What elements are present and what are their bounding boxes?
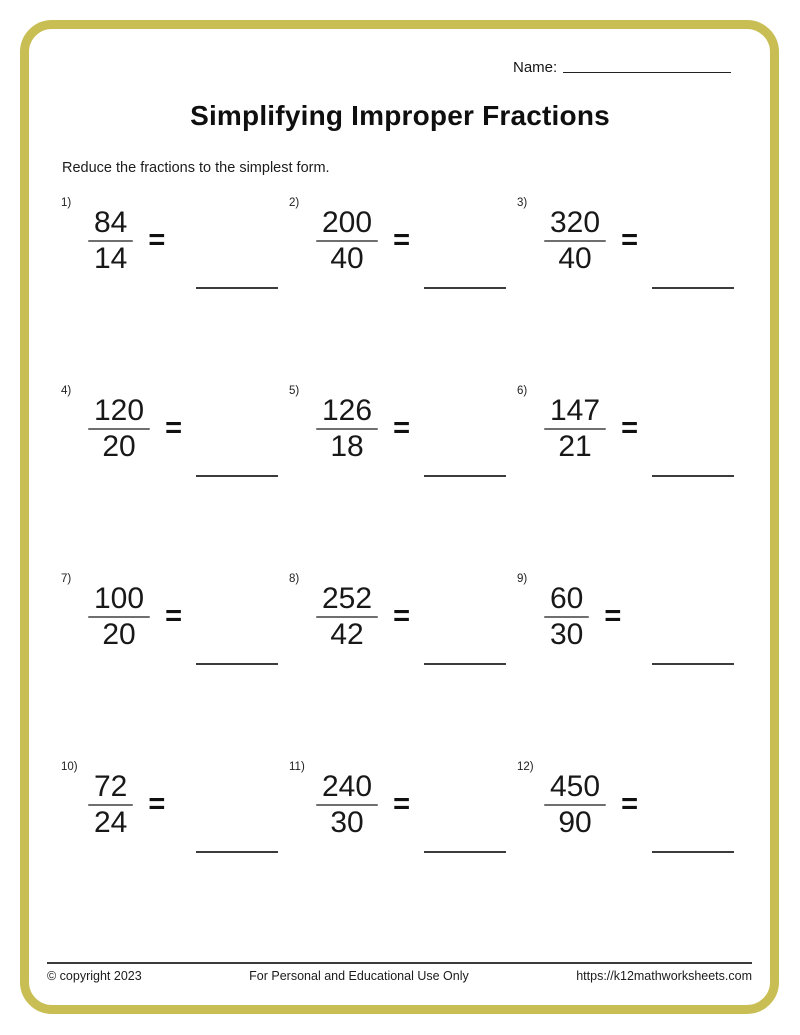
fraction-expression	[316, 582, 410, 651]
problem-number-label: 3)	[517, 197, 528, 209]
answer-blank[interactable]	[196, 475, 278, 477]
problem-number-label: 4)	[61, 385, 72, 397]
fraction-expression	[544, 206, 638, 275]
fraction	[544, 394, 606, 463]
fraction-numerator: 200	[322, 206, 373, 239]
fraction-denominator: 90	[558, 805, 592, 839]
answer-blank[interactable]	[652, 287, 734, 289]
equals-sign: =	[165, 412, 182, 445]
fraction	[544, 770, 606, 839]
fraction-numerator: 84	[94, 206, 128, 239]
problem-number-label: 5)	[289, 385, 300, 397]
equals-sign: =	[393, 412, 410, 445]
fraction	[544, 206, 606, 275]
problem-number-label: 2)	[289, 197, 300, 209]
fraction-denominator: 18	[330, 429, 364, 463]
problem-number-label: 12)	[517, 761, 534, 773]
equals-sign: =	[621, 224, 638, 257]
answer-blank[interactable]	[652, 851, 734, 853]
equals-sign: =	[148, 788, 166, 821]
problem-1	[60, 196, 288, 384]
footer-usage-note: For Personal and Educational Use Only	[249, 969, 469, 983]
problem-11	[288, 760, 516, 948]
problem-2	[288, 196, 516, 384]
fraction-numerator: 320	[550, 206, 601, 239]
problem-number-label: 10)	[61, 761, 78, 773]
fraction-expression	[88, 206, 165, 275]
equals-sign: =	[621, 412, 638, 445]
answer-blank[interactable]	[424, 475, 506, 477]
problem-3	[516, 196, 744, 384]
fraction-expression	[544, 394, 638, 463]
fraction-denominator: 40	[330, 241, 364, 275]
fraction	[544, 582, 589, 651]
problem-6	[516, 384, 744, 572]
answer-blank[interactable]	[424, 287, 506, 289]
fraction-numerator: 120	[94, 394, 145, 427]
fraction-expression	[88, 394, 182, 463]
fraction-denominator: 24	[94, 805, 128, 839]
name-blank-line[interactable]	[563, 72, 731, 73]
page-title: Simplifying Improper Fractions	[190, 100, 610, 131]
fraction-numerator: 72	[94, 770, 128, 803]
answer-blank[interactable]	[196, 663, 278, 665]
equals-sign: =	[148, 224, 166, 257]
fraction-denominator: 20	[102, 617, 136, 651]
footer-copyright: © copyright 2023	[47, 969, 142, 983]
fraction-denominator: 20	[102, 429, 136, 463]
fraction	[88, 582, 150, 651]
problem-12	[516, 760, 744, 948]
problems-grid	[60, 196, 744, 948]
fraction-expression	[316, 394, 410, 463]
problem-number-label: 7)	[61, 573, 72, 585]
problem-5	[288, 384, 516, 572]
equals-sign: =	[604, 600, 622, 633]
fraction	[88, 206, 133, 275]
equals-sign: =	[393, 224, 410, 257]
fraction-expression	[544, 582, 621, 651]
fraction	[316, 770, 378, 839]
fraction-expression	[316, 770, 410, 839]
answer-blank[interactable]	[652, 663, 734, 665]
name-row	[513, 59, 731, 76]
fraction-numerator: 147	[550, 394, 601, 427]
problem-number-label: 9)	[517, 573, 528, 585]
fraction-numerator: 450	[550, 770, 601, 803]
equals-sign: =	[621, 788, 638, 821]
equals-sign: =	[165, 600, 182, 633]
problem-number-label: 1)	[61, 197, 72, 209]
fraction-numerator: 60	[550, 582, 584, 615]
problem-number-label: 6)	[517, 385, 528, 397]
fraction-numerator: 252	[322, 582, 373, 615]
problem-10	[60, 760, 288, 948]
fraction-denominator: 21	[558, 429, 592, 463]
fraction-expression	[88, 582, 182, 651]
fraction-denominator: 30	[550, 617, 584, 651]
equals-sign: =	[393, 788, 410, 821]
fraction-denominator: 30	[330, 805, 364, 839]
fraction-denominator: 42	[330, 617, 364, 651]
problem-9	[516, 572, 744, 760]
fraction	[316, 394, 378, 463]
fraction-expression	[316, 206, 410, 275]
footer	[47, 969, 752, 983]
problem-8	[288, 572, 516, 760]
footer-divider	[47, 962, 752, 964]
problem-number-label: 11)	[289, 761, 305, 773]
fraction	[316, 206, 378, 275]
fraction	[88, 394, 150, 463]
problem-number-label: 8)	[289, 573, 300, 585]
fraction-expression	[88, 770, 165, 839]
answer-blank[interactable]	[424, 663, 506, 665]
answer-blank[interactable]	[196, 287, 278, 289]
instruction-text: Reduce the fractions to the simplest form.	[62, 160, 330, 176]
fraction	[88, 770, 133, 839]
equals-sign: =	[393, 600, 410, 633]
fraction-denominator: 40	[558, 241, 592, 275]
fraction-numerator: 100	[94, 582, 145, 615]
name-label: Name:	[513, 59, 558, 76]
answer-blank[interactable]	[652, 475, 734, 477]
footer-url[interactable]: https://k12mathworksheets.com	[576, 969, 752, 983]
answer-blank[interactable]	[424, 851, 506, 853]
problem-7	[60, 572, 288, 760]
answer-blank[interactable]	[196, 851, 278, 853]
fraction-denominator: 14	[94, 241, 128, 275]
problem-4	[60, 384, 288, 572]
fraction-expression	[544, 770, 638, 839]
fraction-numerator: 240	[322, 770, 373, 803]
fraction-numerator: 126	[322, 394, 373, 427]
fraction	[316, 582, 378, 651]
